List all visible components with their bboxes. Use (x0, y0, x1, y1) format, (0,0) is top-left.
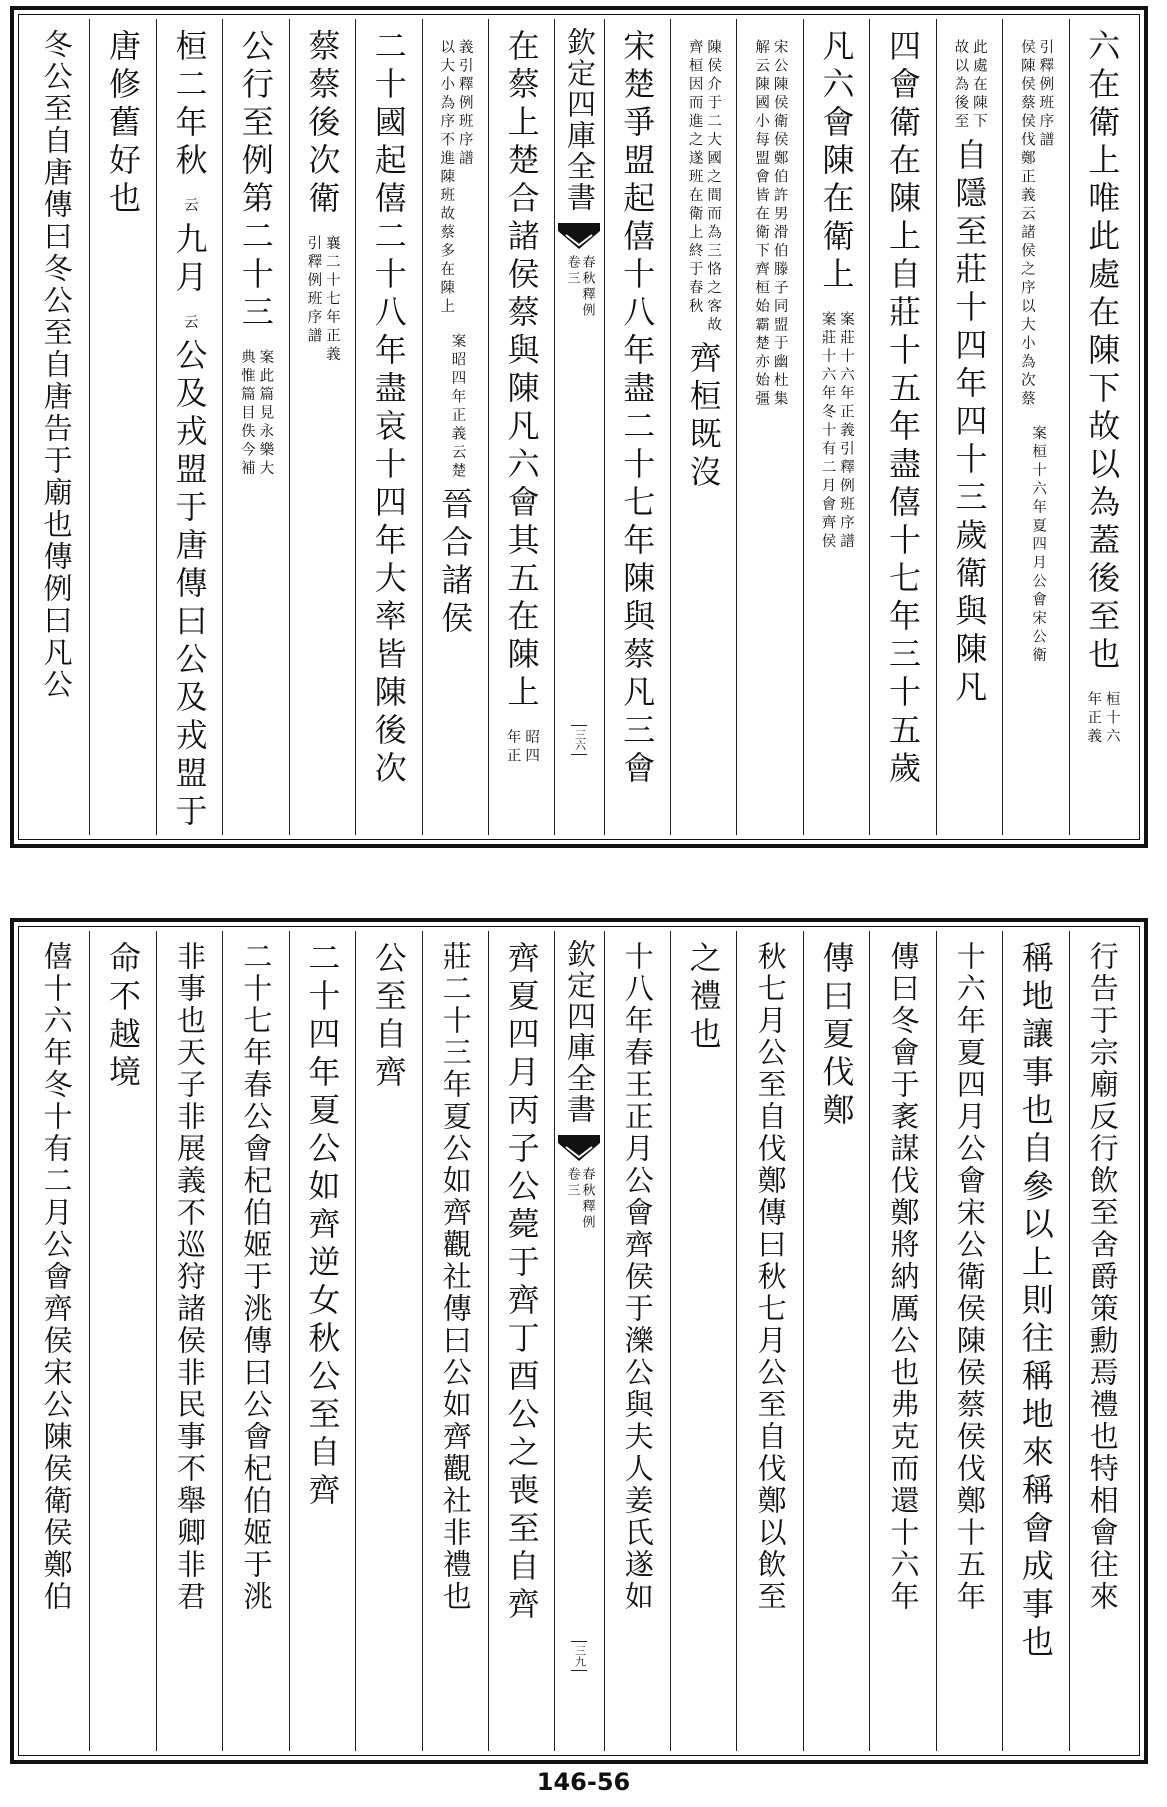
main-text: 之禮也 (684, 941, 723, 1055)
main-text: 齊桓既沒 (684, 341, 723, 493)
commentary-line: 昭四 (523, 729, 540, 766)
commentary-line: 故以為後至 (952, 39, 969, 132)
column-content (618, 19, 657, 835)
commentary-line: 齊桓因而進之遂班在衛上終于春秋 (686, 39, 703, 317)
column-content (369, 19, 408, 835)
main-text: 二十七年春公會杞伯姬于洮傳曰公會杞伯姬于洮 (239, 941, 274, 1613)
main-text: 莊二十三年夏公如齊觀社傳曰公如齊觀社非禮也 (438, 941, 473, 1613)
column-content (754, 19, 787, 835)
top-text-column (869, 19, 935, 835)
column-content (817, 19, 856, 835)
column-content (753, 931, 788, 1751)
commentary-line: 引釋例班序譜 (305, 235, 322, 346)
main-text: 傳曰夏伐鄭 (817, 941, 856, 1131)
book-title: 春秋釋例 (579, 255, 595, 319)
column-content (170, 19, 209, 835)
column-content (620, 931, 655, 1751)
top-text-column (355, 19, 421, 835)
main-text: 秋七月公至自伐鄭傳曰秋七月公至自伐鄭以飲至 (753, 941, 788, 1613)
main-text: 公至自齊 (369, 941, 408, 1093)
main-text: 公行至例第二十三 (236, 29, 275, 333)
commentary-line: 宋公陳侯衛侯鄭伯許男滑伯滕子同盟于幽杜集 (771, 39, 788, 409)
commentary-line: 云 (181, 313, 198, 332)
center-margin (554, 19, 603, 835)
top-page-frame (10, 6, 1148, 848)
column-content (436, 19, 475, 835)
column-content (502, 19, 541, 835)
commentary-block (306, 225, 339, 365)
bottom-text-column (422, 931, 488, 1751)
main-text: 四會衛在陳上自莊十五年盡僖十七年三十五歲 (883, 29, 922, 789)
folio-number: 三六 (571, 725, 587, 755)
commentary-line: 此處在陳下 (970, 39, 987, 132)
main-text: 凡六會陳在衛上 (817, 29, 856, 295)
commentary-line: 云 (181, 197, 198, 216)
top-text-column (604, 19, 670, 835)
bottom-columns (23, 931, 1135, 1751)
column-content (104, 931, 143, 1751)
bottom-text-column (289, 931, 355, 1751)
commentary-block (1086, 681, 1119, 747)
commentary-line: 年正義 (1085, 691, 1102, 747)
commentary-line: 陳侯介于二大國之間而為三恪之客故 (705, 39, 722, 335)
book-title: 春秋釋例 (579, 1167, 595, 1231)
main-text: 蔡蔡後次衛 (303, 29, 342, 219)
commentary-line: 義引釋例班序譜 (456, 39, 473, 169)
bottom-text-column (488, 931, 554, 1751)
column-content (1083, 19, 1122, 835)
commentary-line: 侯陳侯蔡侯伐鄭正義云諸侯之序以大小為次蔡 (1018, 39, 1035, 409)
column-content (684, 19, 723, 835)
commentary-line: 桓十六 (1103, 691, 1120, 747)
main-text: 齊夏四月丙子公薨于齊丁酉公之喪至自齊 (502, 941, 541, 1625)
volume-number: 卷三 (564, 1167, 580, 1199)
commentary-block (239, 339, 272, 479)
commentary-block (820, 301, 853, 552)
main-text: 晉合諸侯 (436, 486, 475, 639)
column-content (39, 19, 74, 835)
column-content (369, 931, 408, 1751)
book-info (565, 255, 593, 319)
column-content (952, 931, 987, 1751)
main-text: 二十四年夏公如齊逆女秋公至自齊 (303, 941, 342, 1511)
commentary-line: 解云陳國小每盟會皆在衛下齊桓始霸楚亦始彊 (753, 39, 770, 409)
main-text: 六在衛上唯此處在陳下故以為蓋後至也 (1083, 29, 1122, 675)
top-text-column (222, 19, 288, 835)
commentary-line: 案此篇見永樂大 (257, 349, 274, 479)
column-content (438, 931, 473, 1751)
column-content (502, 931, 541, 1751)
main-text: 稱地讓事也自參以上則往稱地來稱會成事也 (1016, 941, 1055, 1663)
top-text-column (803, 19, 869, 835)
column-content (886, 931, 921, 1751)
main-text: 非事也天子非展義不巡狩諸侯非民事不舉卿非君 (172, 941, 207, 1613)
column-content (236, 19, 275, 835)
commentary-line: 案桓十六年夏四月公會宋公衛 (1030, 425, 1047, 666)
commentary-line: 以大小為序不進陳班故蔡多在陳上 (438, 39, 455, 317)
main-text: 傳曰冬會于袲謀伐鄭將納厲公也弗克而還十六年 (886, 941, 921, 1613)
bottom-text-column (156, 931, 222, 1751)
bottom-text-column (355, 931, 421, 1751)
top-text-column (670, 19, 736, 835)
margin-title: 欽定四庫全書 (562, 939, 597, 1125)
bottom-text-column (869, 931, 935, 1751)
commentary-block (182, 187, 197, 216)
commentary-line: 案莊十六年正義引釋例班序譜 (838, 311, 855, 552)
main-text: 命不越境 (104, 941, 143, 1093)
commentary-line: 案莊十六年冬十有二月會齊侯 (819, 311, 836, 552)
book-info (565, 1167, 593, 1231)
commentary-block (446, 323, 465, 481)
main-text: 行告于宗廟反行飲至舍爵策勳焉禮也特相會往來 (1085, 941, 1120, 1613)
commentary-line: 年正 (504, 729, 521, 766)
top-text-column (156, 19, 222, 835)
commentary-line: 案昭四年正義云楚 (449, 332, 466, 481)
column-content (303, 19, 342, 835)
column-content (39, 931, 74, 1751)
top-text-column (422, 19, 488, 835)
margin-title: 欽定四庫全書 (562, 27, 597, 213)
center-margin (554, 931, 603, 1751)
main-text: 十六年夏四月公會宋公衛侯陳侯蔡侯伐鄭十五年 (952, 941, 987, 1613)
column-content (950, 19, 989, 835)
bottom-text-column (23, 931, 89, 1751)
top-columns (23, 19, 1135, 835)
fish-tail-mark-icon (558, 1135, 600, 1161)
commentary-block (687, 29, 720, 335)
main-text: 冬公至自唐傳曰冬公至自唐告于廟也傳例曰凡公 (39, 29, 74, 701)
column-content (1019, 19, 1052, 835)
bottom-text-column (670, 931, 736, 1751)
column-content (104, 19, 143, 835)
main-text: 唐修舊好也 (104, 29, 143, 219)
main-text: 二十國起僖二十八年盡哀十四年大率皆陳後次 (369, 29, 408, 789)
column-content (817, 931, 856, 1751)
bottom-text-column (736, 931, 802, 1751)
top-text-column (1002, 19, 1068, 835)
commentary-block (182, 304, 197, 333)
commentary-block (1027, 415, 1046, 666)
column-content (883, 19, 922, 835)
fish-tail-mark-icon (558, 223, 600, 249)
commentary-block (953, 29, 986, 132)
commentary-block (1019, 29, 1052, 409)
top-text-column (289, 19, 355, 835)
top-text-column (1069, 19, 1135, 835)
column-content (1016, 931, 1055, 1751)
top-text-column (23, 19, 89, 835)
bottom-text-column (89, 931, 155, 1751)
main-text: 公及戎盟于唐傳曰公及戎盟于 (170, 338, 209, 832)
main-text: 在蔡上楚合諸侯蔡與陳凡六會其五在陳上 (502, 29, 541, 713)
column-content (684, 931, 723, 1751)
top-text-column (936, 19, 1002, 835)
commentary-line: 襄二十七年正義 (323, 235, 340, 365)
main-text: 宋楚爭盟起僖十八年盡二十七年陳與蔡凡三會 (618, 29, 657, 789)
commentary-line: 引釋例班序譜 (1037, 39, 1054, 150)
bottom-text-column (222, 931, 288, 1751)
bottom-text-column (803, 931, 869, 1751)
commentary-block (505, 719, 538, 766)
column-content (303, 931, 342, 1751)
column-content (239, 931, 274, 1751)
bottom-text-column (936, 931, 1002, 1751)
bottom-text-column (604, 931, 670, 1751)
top-text-column (736, 19, 802, 835)
page-number: 146-56 (536, 1768, 631, 1796)
bottom-page-frame (10, 918, 1148, 1764)
volume-number: 卷三 (564, 255, 580, 287)
main-text: 自隱至莊十四年四十三歲衛與陳凡 (950, 137, 989, 708)
folio-number: 三九 (571, 1641, 587, 1671)
main-text: 九月 (170, 221, 209, 298)
bottom-text-column (1069, 931, 1135, 1751)
main-text: 桓二年秋 (170, 29, 209, 181)
bottom-text-column (1002, 931, 1068, 1751)
main-text: 十八年春王正月公會齊侯于濼公與夫人姜氏遂如 (620, 941, 655, 1613)
commentary-line: 典惟篇目佚今補 (238, 349, 255, 479)
column-content (172, 931, 207, 1751)
top-text-column (89, 19, 155, 835)
commentary-block (439, 29, 472, 317)
main-text: 僖十六年冬十有二月公會齊侯宋公陳侯衛侯鄭伯 (39, 941, 74, 1613)
column-content (1085, 931, 1120, 1751)
commentary-block (754, 29, 787, 409)
top-text-column (488, 19, 554, 835)
